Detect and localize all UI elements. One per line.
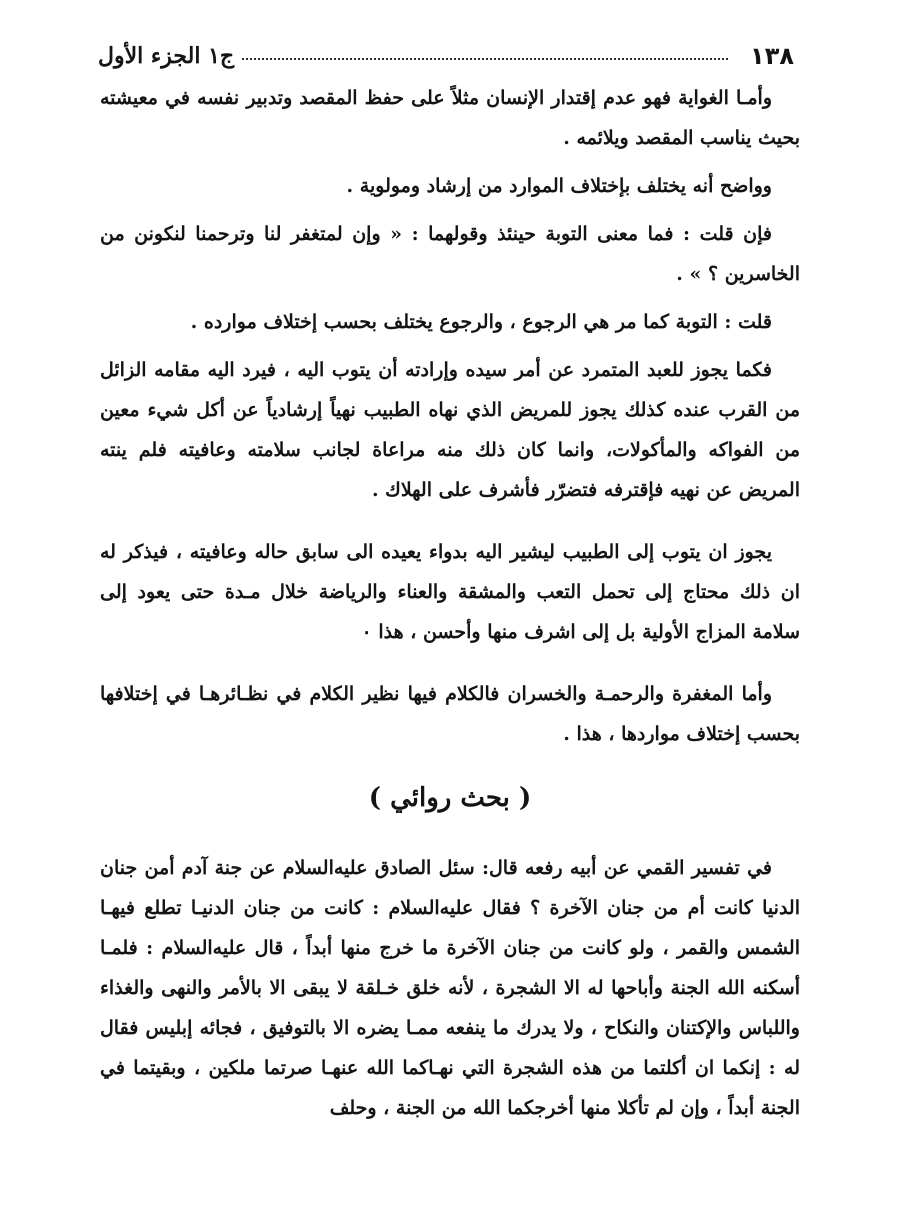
- paragraph-analogy: فكما يجوز للعبد المتمرد عن أمر سيده وإرادته أن يتوب اليه ، فيرد اليه مقامه الزائل من القرب عنده كذلك يجوز للمريض الذي نهاه الطبيب نهياً إرشادياً عن أكل شيء معين من الفواكه والمأكولات، وانما كان ذلك منه مراعاة لجانب سلامته وعافيته فلم ينته المريض عن نهيه فإقترفه فتضرّر فأشرف على الهلاك .: [100, 359, 800, 501]
- body-text: [100, 78, 800, 1128]
- header-dotted-rule: [242, 58, 728, 60]
- paragraph-ghawaya: وأمـا الغواية فهو عدم إقتدار الإنسان مثلاً على حفظ المقصد وتدبير نفسه في معيشته بحيث يناسب المقصد ويلائمه .: [100, 87, 800, 149]
- paragraph-maghfira: وأما المغفرة والرحمـة والخسران فالكلام فيها نظير الكلام في نظـائرهـا في إختلافها بحسب إختلاف مواردها ، هذا .: [100, 683, 800, 745]
- section-heading: ( بحث روائي ): [368, 783, 532, 813]
- paragraph-narration: في تفسير القمي عن أبيه رفعه قال: سئل الصادق عليه‌السلام عن جنة آدم أمن جنان الدنيا كانت أم من جنان الآخرة ؟ فقال عليه‌السلام : كانت من جنان الدنيـا تطلع فيهـا الشمس والقمر ، ولو كانت من جنان الآخرة ما خرج منها أبداً ، قال عليه‌السلام : فلمـا أسكنه الله الجنة وأباحها له الا الشجرة ، لأنه خلق خـلقة لا يبقى الا بالأمر والنهى والغذاء واللباس والإكتنان والنكاح ، ولا يدرك ما ينفعه ممـا يضره الا بالتوفيق ، فجائه إبليس فقال له : إنكما ان أكلتما من هذه الشجرة التي نهـاكما الله عنهـا صرتما ملكين ، وبقيتما في الجنة أبداً ، وإن لم تأكلا منها أخرجكما الله من الجنة ، وحلف: [100, 857, 800, 1119]
- paragraph-mawarid: وواضح أنه يختلف بإختلاف الموارد من إرشاد ومولوية .: [346, 175, 772, 197]
- running-head: ج١ الجزء الأول: [98, 43, 235, 69]
- page-header: [98, 36, 794, 76]
- page-number: ١٣٨: [750, 42, 794, 70]
- paragraph-cure: يجوز ان يتوب إلى الطبيب ليشير اليه بدواء يعيده الى سابق حاله وعافيته ، فيذكر له ان ذلك محتاج إلى تحمل التعب والمشقة والعناء والرياضة خلال مـدة حتى يعود إلى سلامة المزاج الأولية بل إلى اشرف منها وأحسن ، هذا ٠: [100, 541, 800, 643]
- paragraph-question: فإن قلت : فما معنى التوبة حينئذ وقولهما : « وإن لمتغفر لنا وترحمنا لنكونن من الخاسرين ؟ » .: [100, 223, 800, 285]
- paragraph-answer: قلت : التوبة كما مر هي الرجوع ، والرجوع يختلف بحسب إختلاف موارده .: [190, 311, 772, 333]
